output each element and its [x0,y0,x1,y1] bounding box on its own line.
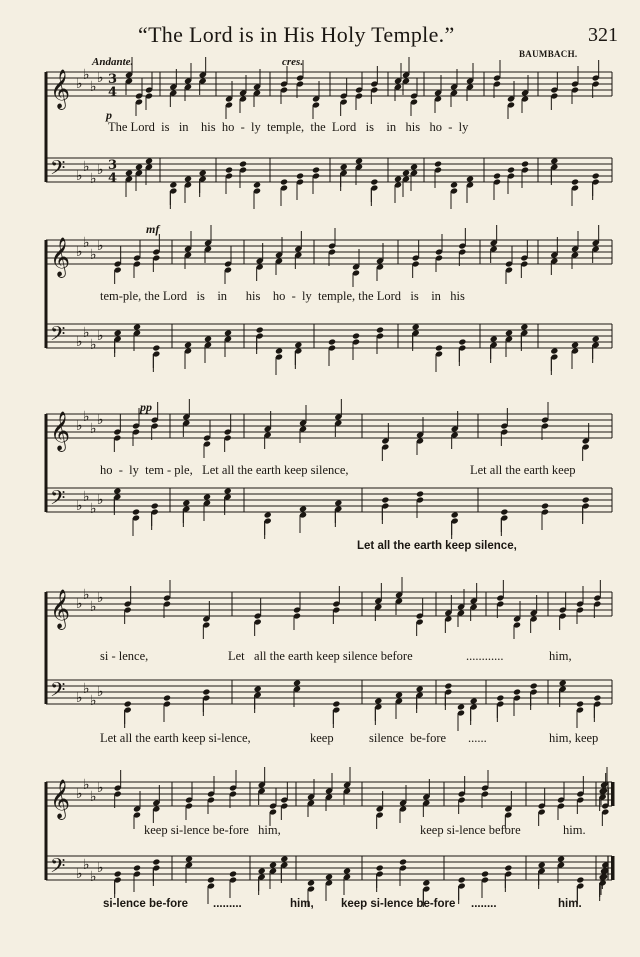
lyrics-line: The Lord is in his ho - ly temple, the Lord is in his ho - ly [108,120,469,134]
bass-clef-icon: 𝄢 [50,156,66,184]
note-head [332,700,340,707]
note-head [571,178,579,185]
note-head [229,870,237,877]
note-head [254,685,262,692]
note-head [541,502,549,509]
note-head [538,861,546,868]
note-head [325,873,333,880]
note-head [307,879,315,886]
flat-icon: ♭ [97,238,104,254]
final-barline [611,856,615,880]
lyrics-line: ......... [213,898,242,910]
lyrics-line: him. [558,898,582,910]
flat-icon: ♭ [90,247,97,263]
lyrics-line: si - lence, [100,649,149,663]
flat-icon: ♭ [90,869,97,885]
note-head [451,511,459,518]
flat-icon: ♭ [76,168,83,184]
note-head [328,338,336,345]
note-head [224,487,232,494]
flat-icon: ♭ [76,866,83,882]
note-head [207,876,215,883]
flat-icon: ♭ [90,599,97,615]
time-signature: 3 [108,72,118,87]
note-head [203,493,211,500]
note-head [496,694,504,701]
note-head [505,329,513,336]
lyrics-line: Let all the earth keep si-lence, [100,731,251,745]
lyrics-line: keep si-lence before [420,823,521,837]
lyrics-line: ho - ly tem - ple, Let all the earth keep silence, [100,463,349,477]
note-head [145,157,153,164]
flat-icon: ♭ [90,421,97,437]
dynamic-mf: mf [146,222,160,236]
note-head [113,487,121,494]
note-head [444,682,452,689]
flat-icon: ♭ [90,171,97,187]
flat-icon: ♭ [83,235,90,251]
flat-icon: ♭ [90,337,97,353]
note-head [395,691,403,698]
lyrics-line: him. [563,823,586,837]
lyrics-line: him, [290,898,314,910]
flat-icon: ♭ [97,412,104,428]
note-head [199,169,207,176]
note-head [133,323,141,330]
note-head [264,511,272,518]
note-head [185,855,193,862]
treble-clef-icon: 𝄞 [50,411,71,451]
flat-icon: ♭ [97,684,104,700]
note-head [550,157,558,164]
note-head [435,344,443,351]
note-head [182,499,190,506]
note-head [394,175,402,182]
lyrics-line: ...... [468,731,487,745]
note-head [458,338,466,345]
lyrics-line: keep si-lence be-fore [341,898,456,910]
note-head [355,157,363,164]
note-head [239,160,247,167]
lyrics-line: him, keep [549,731,599,745]
bass-clef-icon: 𝄢 [50,854,66,882]
treble-clef-icon: 𝄞 [50,779,71,819]
note-head [169,181,177,188]
treble-clef-icon: 𝄞 [50,69,71,109]
note-head [343,867,351,874]
lyrics-line: si-lence be-fore [103,898,188,910]
dynamic-p: p [106,108,112,122]
time-signature: 4 [108,171,118,186]
note-head [296,172,304,179]
note-head [151,502,159,509]
note-head [312,166,320,173]
note-head [571,341,579,348]
flat-icon: ♭ [76,244,83,260]
note-head [256,326,264,333]
note-head [163,694,171,701]
note-head [114,329,122,336]
note-head [258,867,266,874]
flat-icon: ♭ [76,76,83,92]
composer-name: BAUMBACH. [519,49,578,59]
note-head [152,858,160,865]
lyrics-line: Let all the earth keep [470,463,576,477]
lyrics-line: Let all the earth keep silence before [228,649,413,663]
flat-icon: ♭ [83,681,90,697]
note-head [133,864,141,871]
note-head [458,876,466,883]
note-head [521,160,529,167]
note-head [422,879,430,886]
note-head [466,175,474,182]
note-head [202,688,210,695]
flat-icon: ♭ [76,498,83,514]
lyrics-line: Let all the earth keep silence, [357,540,517,552]
flat-icon: ♭ [83,325,90,341]
note-head [493,172,501,179]
tempo-marking: Andante. [92,56,134,68]
note-head [576,700,584,707]
note-head [135,163,143,170]
final-barline [611,782,615,806]
flat-icon: ♭ [76,786,83,802]
note-head [376,864,384,871]
note-head [152,344,160,351]
note-head [275,347,283,354]
note-head [184,175,192,182]
note-head [593,694,601,701]
note-head [450,181,458,188]
flat-icon: ♭ [97,492,104,508]
lyrics-line: silence be-fore [369,731,447,745]
note-head [340,163,348,170]
note-head [114,870,122,877]
flat-icon: ♭ [83,587,90,603]
flat-icon: ♭ [83,67,90,83]
note-head [253,181,261,188]
flat-icon: ♭ [97,780,104,796]
flat-icon: ♭ [90,693,97,709]
note-head [500,508,508,515]
flat-icon: ♭ [97,162,104,178]
note-head [293,679,301,686]
flat-icon: ♭ [97,860,104,876]
flat-icon: ♭ [97,328,104,344]
note-head [550,347,558,354]
note-head [412,323,420,330]
note-head [381,496,389,503]
lyrics-line: keep si-lence be-fore him, [144,823,281,837]
flat-icon: ♭ [76,690,83,706]
lyrics-line: keep [310,731,334,745]
treble-clef-icon: 𝄞 [50,589,71,629]
bass-clef-icon: 𝄢 [50,322,66,350]
flat-icon: ♭ [97,70,104,86]
flat-icon: ♭ [83,489,90,505]
crescendo-marking: cres. [282,56,304,68]
note-head [280,855,288,862]
note-head [374,697,382,704]
note-head [334,499,342,506]
note-head [416,685,424,692]
note-head [434,160,442,167]
note-head [457,703,465,710]
note-head [410,163,418,170]
note-head [376,326,384,333]
note-head [204,335,212,342]
note-head [299,505,307,512]
note-head [592,335,600,342]
note-head [294,341,302,348]
flat-icon: ♭ [76,418,83,434]
flat-icon: ♭ [83,857,90,873]
note-head [576,876,584,883]
note-head [399,858,407,865]
treble-clef-icon: 𝄞 [50,237,71,277]
note-head [507,166,515,173]
lyrics-line: ............ [466,649,504,663]
page-number: 321 [588,24,618,46]
note-head [280,178,288,185]
note-head [402,169,410,176]
flat-icon: ♭ [76,334,83,350]
bass-clef-icon: 𝄢 [50,678,66,706]
note-head [481,870,489,877]
flat-icon: ♭ [90,501,97,517]
flat-icon: ♭ [76,596,83,612]
note-head [470,697,478,704]
note-head [124,700,132,707]
dynamic-pp: pp [140,400,152,414]
note-head [530,682,538,689]
note-head [225,166,233,173]
lyrics-line: him, [549,649,572,663]
note-head [592,172,600,179]
note-head [504,864,512,871]
note-head [125,169,133,176]
lyrics-line: ........ [471,898,497,910]
note-head [370,178,378,185]
note-head [513,688,521,695]
flat-icon: ♭ [90,79,97,95]
note-head [520,323,528,330]
note-head [132,508,140,515]
flat-icon: ♭ [83,159,90,175]
lyrics-line: tem-ple, the Lord is in his ho - ly temple, the Lord is in his [100,289,465,303]
bass-clef-icon: 𝄢 [50,486,66,514]
flat-icon: ♭ [97,590,104,606]
note-head [582,496,590,503]
note-head [416,490,424,497]
page-title: “The Lord is in His Holy Temple.” [138,22,455,47]
note-head [269,861,277,868]
flat-icon: ♭ [83,777,90,793]
note-head [184,341,192,348]
note-head [490,335,498,342]
note-head [557,855,565,862]
time-signature: 4 [108,85,118,100]
flat-icon: ♭ [90,789,97,805]
note-head [559,679,567,686]
note-head [224,329,232,336]
flat-icon: ♭ [83,409,90,425]
time-signature: 3 [108,158,118,173]
note-head [352,332,360,339]
